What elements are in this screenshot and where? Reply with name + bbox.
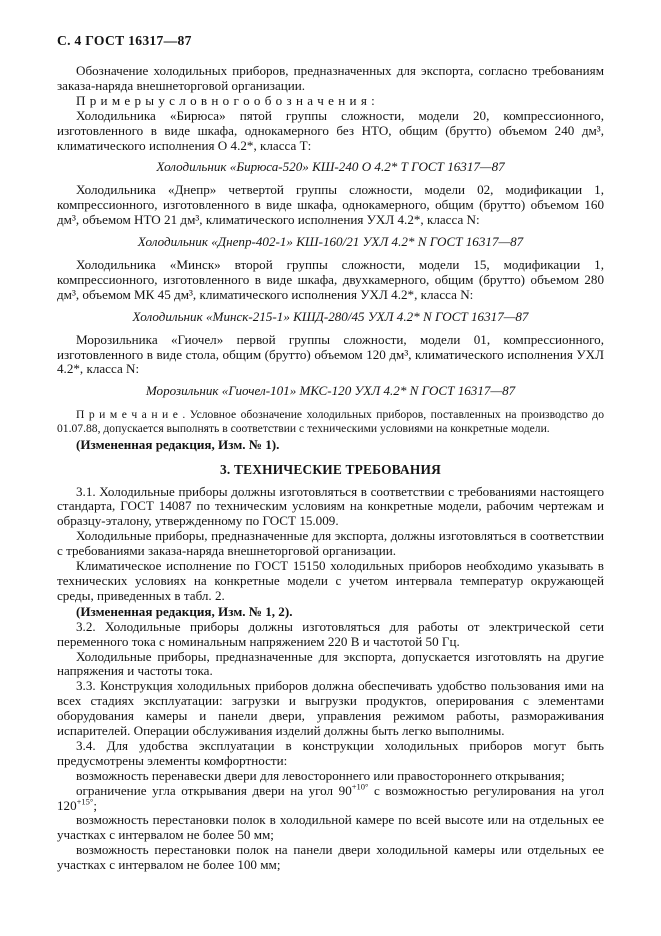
paragraph-3-2-a: 3.2. Холодильные приборы должны изготовляться для работы от электрической сети переменного тока с номинальным напряжением 220 В и частотой 50 Гц. [57, 618, 604, 649]
comfort-item-door-angle-text-1: ограничение угла открывания двери на угол 90 [76, 782, 352, 798]
section-3-heading: 3. ТЕХНИЧЕСКИЕ ТРЕБОВАНИЯ [219, 461, 442, 477]
angle-tolerance-sup-2: +15° [76, 796, 94, 807]
intro-paragraph: Обозначение холодильных приборов, предназначенных для экспорта, согласно требованиям заказа-наряда внешнеторговой организации. [57, 63, 604, 93]
angle-tolerance-sup-1: +10° [351, 781, 369, 792]
comfort-item-door-angle-text-3: ; [93, 797, 97, 813]
note-paragraph: П р и м е ч а н и е . Условное обозначение холодильных приборов, поставленных на производство до 01.07.88, допускается выполнять в соответствии с техническими условиями на конкретные модели. [57, 408, 604, 436]
comfort-item-door-rehang: возможность перенавески двери для левостороннего или правостороннего открывания; [76, 767, 565, 783]
example-4-designation: Морозильник «Гиочел-101» МКС-120 УХЛ 4.2* N ГОСТ 16317—87 [145, 383, 516, 399]
example-3-description: Холодильника «Минск» второй группы сложности, модели 15, модификации 1, компрессионного, изготовленного в виде шкафа, двухкамерного, общим (брутто) объемом 280 дм³, объемом МК 45 дм³, климатического исполнения УХЛ 4.2*, класса N: [57, 256, 604, 302]
examples-label: П р и м е р ы у с л о в н о г о о б о з н а ч е н и я : [76, 92, 376, 108]
example-4-description: Морозильника «Гиочел» первой группы сложности, модели 01, компрессионного, изготовленного в виде стола, общим (брутто) объемом 120 дм³, климатического исполнения УХЛ 4.2*, класса N: [57, 331, 604, 377]
paragraph-3-1-c: Климатическое исполнение по ГОСТ 15150 холодильных приборов необходимо указывать в технических условиях на конкретные модели с учетом интервала температур окружающей среды, приведенных в табл. 2. [57, 558, 604, 603]
page-header: С. 4 ГОСТ 16317—87 [57, 33, 192, 48]
comfort-item-chamber-shelves: возможность перестановки полок в холодильной камере по всей высоте или на отдельных ее участках с интервалом не более 50 мм; [57, 812, 604, 843]
paragraph-3-2-b: Холодильные приборы, предназначенные для экспорта, допускается изготовлять на другие напряжения и частоты тока. [57, 648, 604, 679]
comfort-item-door-angle-text-2: с возможностью регулирования на угол 120 [57, 782, 604, 813]
paragraph-3-4-intro: 3.4. Для удобства эксплуатации в конструкции холодильных приборов могут быть предусмотрены элементы комфортности: [57, 737, 604, 768]
example-2-designation: Холодильник «Днепр-402-1» КШ-160/21 УХЛ 4.2* N ГОСТ 16317—87 [137, 234, 524, 250]
paragraph-3-1-a: 3.1. Холодильные приборы должны изготовляться в соответствии с требованиями настоящего стандарта, ГОСТ 14087 по техническим условиям на конкретные модели, рабочим чертежам и образцу-эталону, утвержденному по ГОСТ 15.009. [57, 483, 604, 529]
amended-note-2: (Измененная редакция, Изм. № 1, 2). [76, 603, 293, 619]
paragraph-3-3: 3.3. Конструкция холодильных приборов должна обеспечивать удобство пользования ими на всех стадиях эксплуатации: загрузки и выгрузки продуктов, оперирования с элементами оборудования камеры и панели двери, управления режимом работы, размораживания испарителей. Операции обслуживания изделий должны быть легко выполнимы. [57, 678, 604, 739]
amended-note-1: (Измененная редакция, Изм. № 1). [76, 436, 280, 452]
example-2-description: Холодильника «Днепр» четвертой группы сложности, модели 02, модификации 1, компрессионного, изготовленного в виде шкафа, однокамерного, общим (брутто) объемом 160 дм³, объемом НТО 21 дм³, климатического исполнения УХЛ 4.2*, класса N: [57, 182, 604, 228]
paragraph-3-1-b: Холодильные приборы, предназначенные для экспорта, должны изготовляться в соответствии с требованиями заказа-наряда внешнеторговой организации. [57, 528, 604, 559]
example-3-designation: Холодильник «Минск-215-1» КШД-280/45 УХЛ 4.2* N ГОСТ 16317—87 [132, 308, 529, 324]
example-1-description: Холодильника «Бирюса» пятой группы сложности, модели 20, компрессионного, изготовленного в виде шкафа, однокамерного без НТО, общим (брутто) объемом 240 дм³, климатического исполнения О 4.2*, класса Т: [57, 107, 604, 153]
comfort-item-door-angle [57, 781, 604, 814]
example-1-designation: Холодильник «Бирюса-520» КШ-240 О 4.2* Т ГОСТ 16317—87 [156, 159, 505, 175]
comfort-item-door-shelves: возможность перестановки полок на панели двери холодильной камеры или отдельных ее участках с интервалом не более 100 мм; [57, 842, 604, 873]
